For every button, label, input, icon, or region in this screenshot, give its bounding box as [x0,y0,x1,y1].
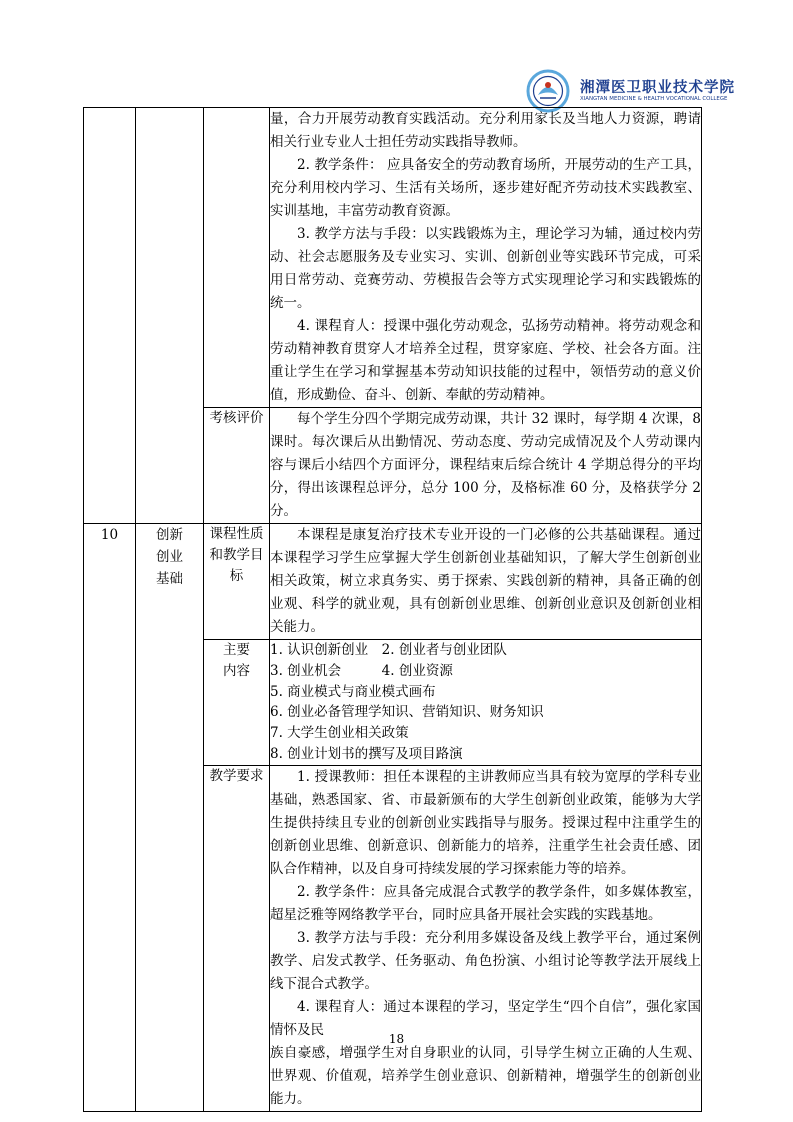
labor-req-paragraph-4: 4. 课程育人：授课中强化劳动观念，弘扬劳动精神。将劳动观念和劳动精神教育贯穿人才培养全过程，贯穿家庭、学校、社会各方面。注重让学生在学习和掌握基本劳动知识技能的过程中，领悟劳动的意义价值，形成勤俭、奋斗、创新、奉献的劳动精神。 [270,318,701,403]
list-item: 8. 创业计划书的撰写及项目路演 [270,745,463,762]
labor-req-paragraph-1: 量，合力开展劳动教育实践活动。充分利用家长及当地人力资源，聘请相关行业专业人士担任劳动实践指导教师。 [270,111,701,150]
req-paragraph-tail: 族自豪感，增强学生对自身职业的认同，引导学生树立正确的人生观、世界观、价值观，培养学生创业意识、创新精神，增强学生的创新创业能力。 [270,1044,701,1107]
requirements-cell [270,765,702,1111]
list-item: 7. 大学生创业相关政策 [270,725,409,742]
label-cell [204,108,270,408]
content-label-text: 主要内容 [223,642,250,679]
nature-label-text: 课程性质和教学目标 [209,526,264,584]
req-paragraph-3: 3. 教学方法与手段：充分利用多媒设备及线上教学平台，通过案例教学、启发式教学、任务驱动、角色扮演、小组讨论等教学法开展线上线下混合式教学。 [270,929,701,992]
table-row [84,524,702,640]
list-item: 6. 创业必备管理学知识、营销知识、财务知识 [270,704,544,721]
assessment-text-cell [270,408,702,524]
college-name: 湘潭医卫职业技术学院 [580,79,735,96]
course-number: 10 [84,524,136,1112]
nature-text-cell [270,524,702,640]
requirements-label-text: 教学要求 [209,767,264,784]
nature-text: 本课程是康复治疗技术专业开设的一门必修的公共基础课程。通过本课程学习学生应掌握大学生创新创业基础知识，了解大学生创新创业相关政策，树立求真务实、勇于探索、实践创新的精神，具备正确的创业观、科学的就业观，具有创新创业思维、创新创业意识及创新创业相关能力。 [270,527,701,635]
assessment-label: 考核评价 [204,408,270,524]
course-name-text: 创新创业基础 [156,527,183,587]
course-name-cell [136,108,204,524]
list-item: 3. 创业机会 4. 创业资源 [270,662,453,679]
table-row [84,108,702,408]
content-label [204,640,270,766]
content-list-cell [270,640,702,766]
list-item: 1. 认识创新创业 2. 创业者与创业团队 [270,642,507,658]
assessment-text: 每个学生分四个学期完成劳动课，共计 32 课时，每学期 4 次课，8 课时。每次课后从出勤情况、劳动态度、劳动完成情况及个人劳动课内容与课后小结四个方面评分，课程结束后综合统计 4 学期总得分的平均分，得出该课程总评分，总分 100 分，及格标准 60 分，及格获学分 2 分。 [270,411,701,519]
list-item: 5. 商业模式与商业模式画布 [270,683,436,700]
labor-req-paragraph-2: 2. 教学条件： 应具备安全的劳动教育场所，开展劳动的生产工具，充分利用校内学习、生活有关场所，逐步建好配齐劳动技术实践教室、实训基地，丰富劳动教育资源。 [270,157,701,219]
labor-req-paragraph-3: 3. 教学方法与手段：以实践锻炼为主，理论学习为辅，通过校内劳动、社会志愿服务及专业实习、实训、创新创业等实践环节完成，可采用日常劳动、竞赛劳动、劳模报告会等方式实现理论学习和实践锻炼的统一。 [270,226,701,311]
requirements-label [204,765,270,1111]
req-paragraph-4: 4. 课程育人：通过本课程的学习，坚定学生“四个自信”，强化家国情怀及民 [270,998,701,1038]
course-name [136,524,204,1112]
req-paragraph-1: 1. 授课教师：担任本课程的主讲教师应当具有较为宽厚的学科专业基础，熟悉国家、省、市最新颁布的大学生创新创业政策，能够为大学生提供持续且专业的创新创业实践指导与服务。授课过程中注重学生的创新创业思维、创新意识、创新能力的培养，注重学生社会责任感、团队合作精神，以及自身可持续发展的学习探索能力等的培养。 [270,768,701,877]
page-number: 18 [388,1032,405,1046]
course-number-cell [84,108,136,524]
course-table [83,107,702,1112]
labor-requirements-cell [270,108,702,408]
college-name-en: XIANGTAN MEDICINE & HEALTH VOCATIONAL COLLEGE [580,96,728,102]
nature-label [204,524,270,640]
req-paragraph-2: 2. 教学条件：应具备完成混合式教学的教学条件，如多媒体教室，超星泛雅等网络教学平台，同时应具备开展社会实践的实践基地。 [270,883,701,923]
